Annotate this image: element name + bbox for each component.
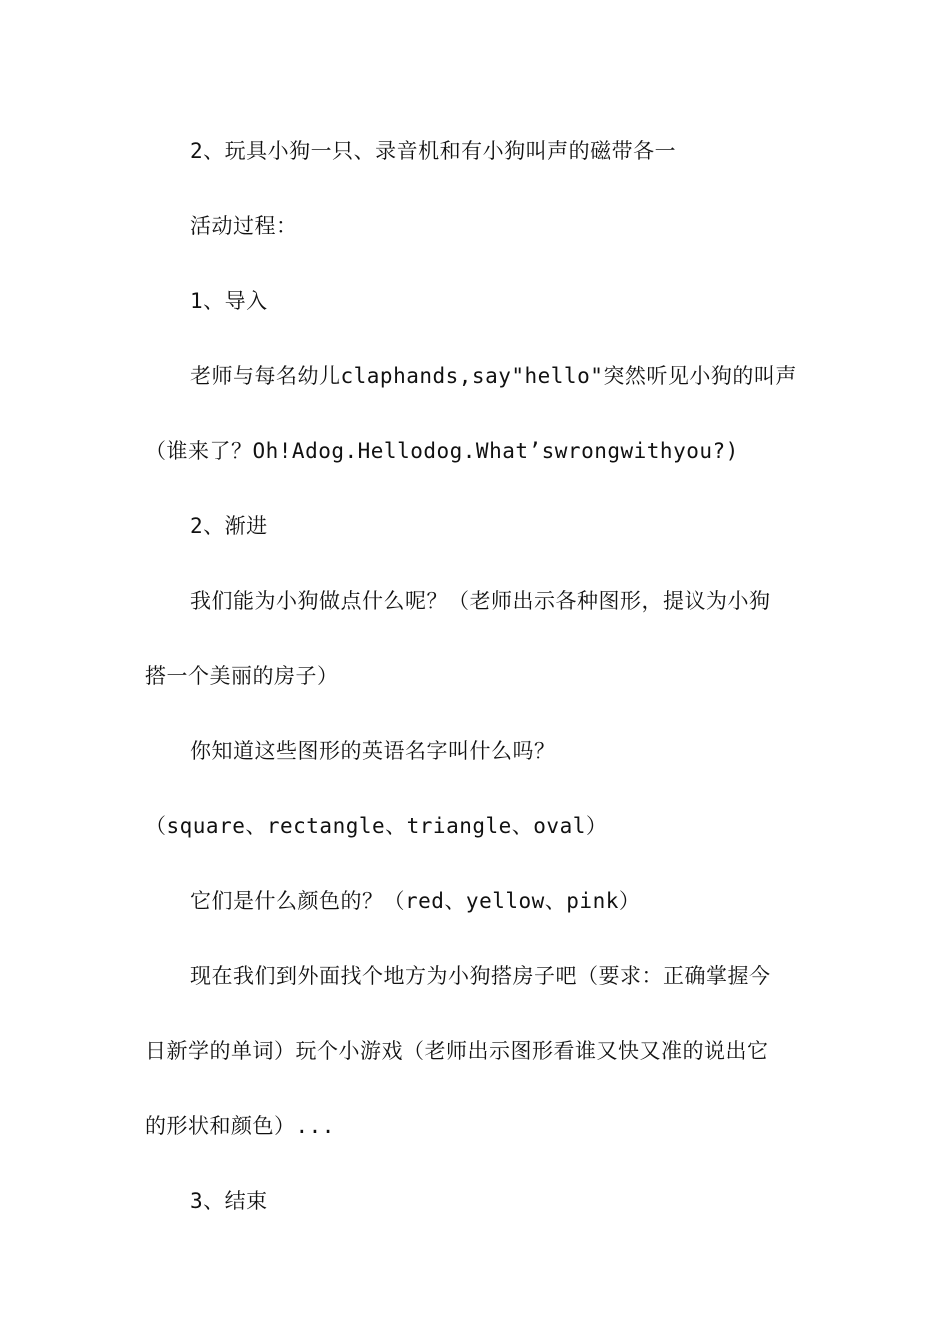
step-heading-end: 3、结束: [190, 1189, 268, 1213]
paragraph-intro-line-1: 老师与每名幼儿claphands,say"hello"突然听见小狗的叫声: [190, 364, 797, 388]
paragraph-activity-line-3: 的形状和颜色）...: [145, 1114, 335, 1138]
step-heading-intro: 1、导入: [190, 289, 268, 313]
section-heading-process: 活动过程：: [190, 214, 298, 238]
paragraph-activity-line-1: 现在我们到外面找个地方为小狗搭房子吧（要求：正确掌握今: [190, 964, 771, 988]
paragraph-progress-line-2: 搭一个美丽的房子）: [145, 664, 339, 688]
paragraph-shapes-question: 你知道这些图形的英语名字叫什么吗？: [190, 739, 556, 763]
paragraph-intro-line-2: （谁来了？Oh!Adog.Hellodog.What’swrongwithyou?): [145, 439, 739, 463]
paragraph-colors-question: 它们是什么颜色的？（red、yellow、pink）: [190, 889, 641, 913]
step-heading-progress: 2、渐进: [190, 514, 268, 538]
paragraph-activity-line-2: 日新学的单词）玩个小游戏（老师出示图形看谁又快又准的说出它: [145, 1039, 769, 1063]
paragraph-progress-line-1: 我们能为小狗做点什么呢？（老师出示各种图形，提议为小狗: [190, 589, 771, 613]
paragraph-shapes-answer: （square、rectangle、triangle、oval）: [145, 814, 608, 838]
materials-item-2: 2、玩具小狗一只、录音机和有小狗叫声的磁带各一: [190, 139, 677, 163]
